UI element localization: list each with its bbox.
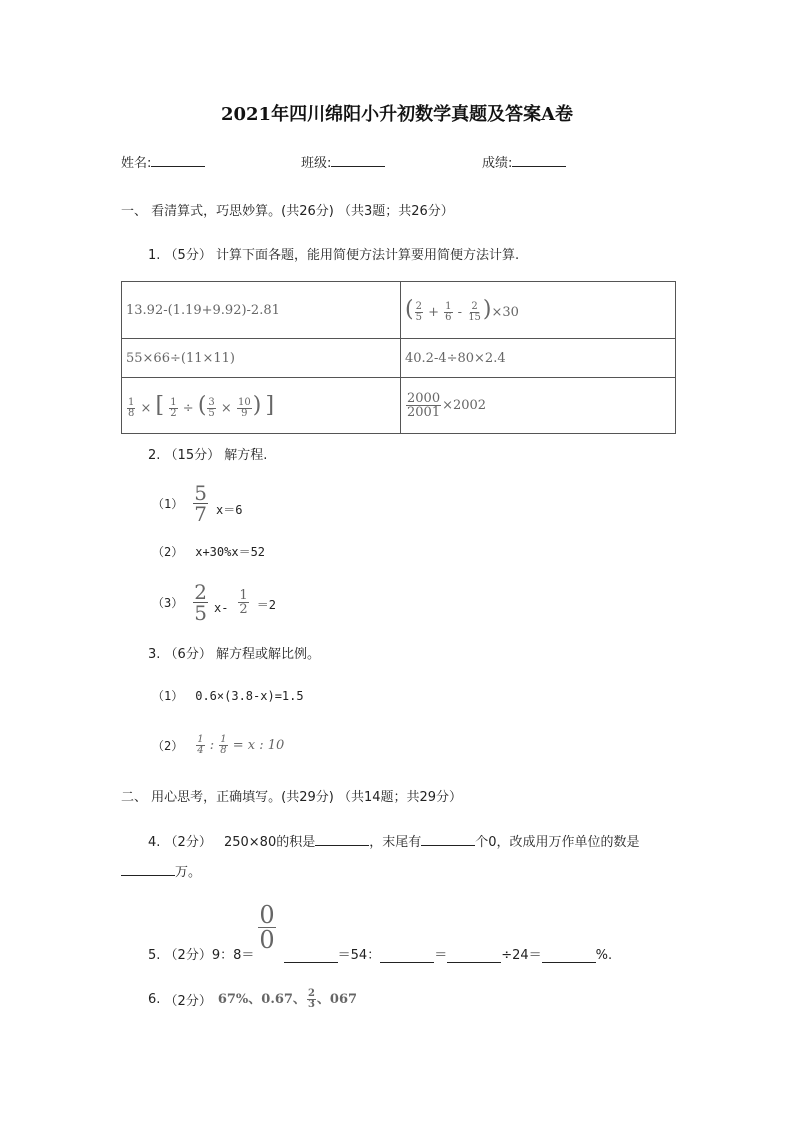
q6-points: （2分） <box>164 993 212 1009</box>
name-blank[interactable] <box>151 152 205 167</box>
page-title: 2021年四川绵阳小升初数学真题及答案A卷 <box>220 104 574 125</box>
q6-number: 6. <box>148 991 161 1007</box>
q2-number: 2. <box>148 448 161 463</box>
q2-item-2: （2） x+30%x＝52 <box>152 545 266 559</box>
q4-blank-3[interactable] <box>121 861 175 876</box>
calc-cell-b2: 40.2-4÷80×2.4 <box>401 339 676 378</box>
q3-header <box>148 643 320 662</box>
q5-blank-1[interactable] <box>284 948 338 963</box>
class-blank[interactable] <box>331 152 385 167</box>
q2-points: （15分） <box>164 448 221 463</box>
calc-cell-a1: 13.92-(1.19+9.92)-2.81 <box>122 282 401 339</box>
q6-line: 6. （2分） 67%、0.67、 $\frac{2}{3}$ 、067 <box>148 988 358 1010</box>
q4-blank-1[interactable] <box>315 831 369 846</box>
q5-number: 5. <box>148 948 161 963</box>
q4-blank-2[interactable] <box>421 831 475 846</box>
name-label: 姓名: <box>121 156 152 171</box>
q2-item-3: （3） $\frac{2}{5}$ x- $\frac{1}{2}$ ＝2 <box>152 579 276 625</box>
q5-blank-3[interactable] <box>447 948 501 963</box>
q1-points: （5分） <box>164 248 212 263</box>
q3-points: （6分） <box>164 647 212 662</box>
calc-cell-a3: $\frac{1}{8}$ × [ $\frac{1}{2}$ ÷ ( $\frac{3}{5}$ × $\frac{10}{9}$ ) ] <box>122 378 401 434</box>
q1-header <box>148 244 519 263</box>
class-label: 班级: <box>301 156 332 171</box>
q1-number: 1. <box>148 248 161 263</box>
calc-cell-b1: ( $\frac{2}{5}$ + $\frac{1}{6}$ - $\frac{2}{15}$ )×30 <box>401 282 676 339</box>
q4-points: （2分） <box>164 835 212 850</box>
q1-text: 计算下面各题，能用简便方法计算要用简便方法计算. <box>215 248 520 263</box>
score-label: 成绩: <box>482 156 513 171</box>
q5-line: 5. （2分） 9：8＝ $\frac{0}{0}$ ＝54： ＝ ÷24＝ %. <box>148 901 613 963</box>
q3-item-1: （1） 0.6×(3.8-x)=1.5 <box>152 689 304 703</box>
q2-header <box>148 444 267 463</box>
section2-heading: 二、 用心思考，正确填写。(共29分) （共14题；共29分） <box>121 790 463 805</box>
q3-number: 3. <box>148 647 161 662</box>
q5-blank-2[interactable] <box>380 948 434 963</box>
q4-line1: 4. （2分） 250×80的积是 ，末尾有 个0，改成用万作单位的数是 <box>148 831 640 850</box>
q4-number: 4. <box>148 835 161 850</box>
calc-table <box>121 281 676 434</box>
score-field <box>482 152 566 171</box>
q3-text: 解方程或解比例。 <box>215 647 320 662</box>
q4-line2: 万。 <box>121 861 201 880</box>
score-blank[interactable] <box>512 152 566 167</box>
q3-item-2: （2） $\frac{1}{4}$ : $\frac{1}{8}$ = x : 10 <box>152 733 285 756</box>
name-field <box>121 152 205 171</box>
q2-item-1: （1） $\frac{5}{7}$ x＝6 <box>152 480 243 526</box>
q5-blank-4[interactable] <box>542 948 596 963</box>
class-field <box>301 152 385 171</box>
q5-points: （2分） <box>164 948 212 963</box>
calc-cell-a2: 55×66÷(11×11) <box>122 339 401 378</box>
section1-heading: 一、 看清算式，巧思妙算。(共26分) （共3题；共26分） <box>121 204 454 219</box>
q2-text: 解方程. <box>224 448 268 463</box>
calc-cell-b3: $\frac{2000}{2001}$ ×2002 <box>401 378 676 434</box>
